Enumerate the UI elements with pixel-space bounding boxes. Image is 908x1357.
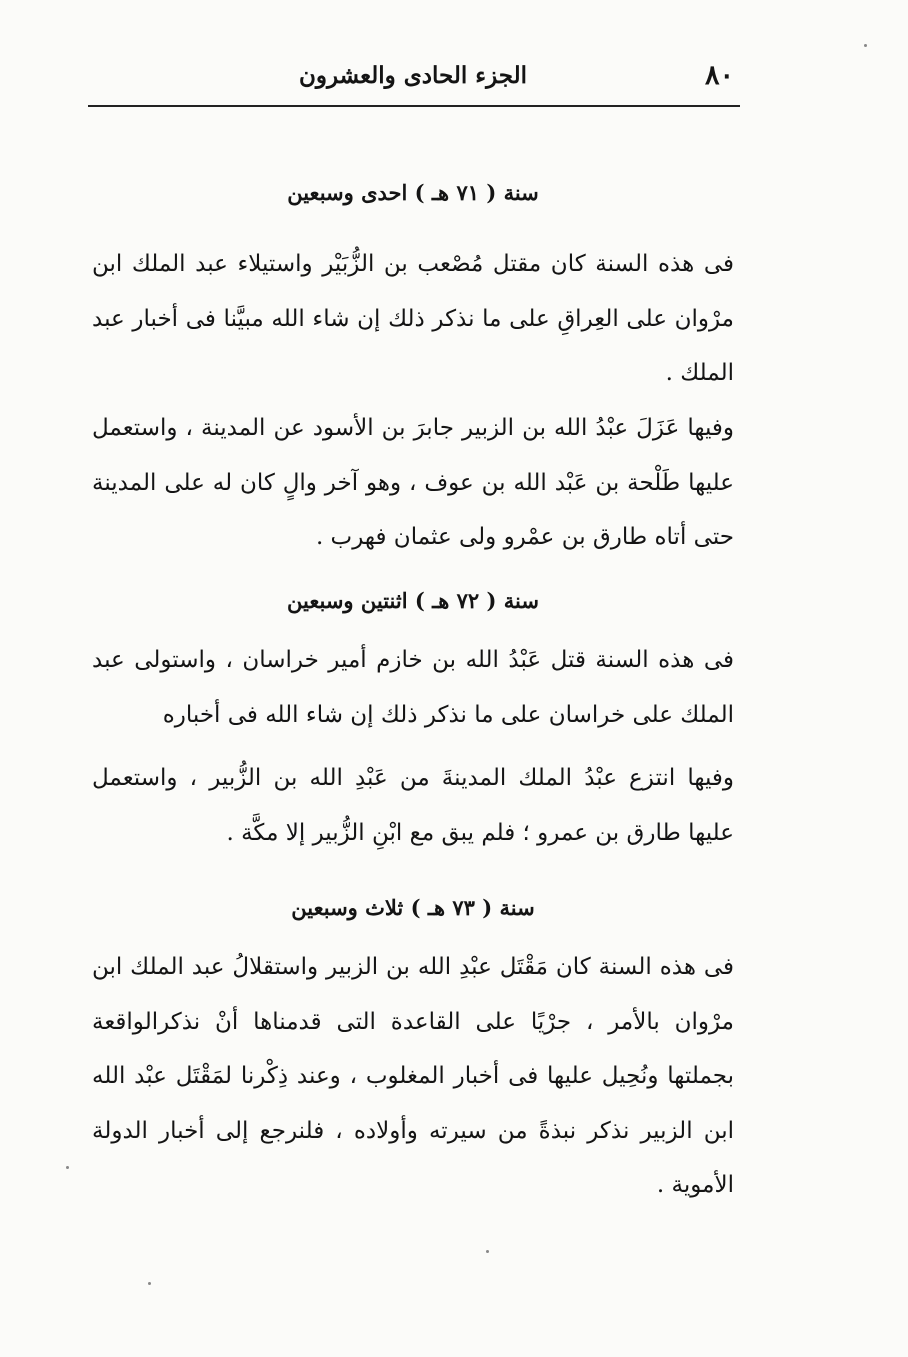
- section-heading-72: سنة ( ٧٢ هـ ) اثنتين وسبعين: [287, 588, 539, 613]
- header-rule: [88, 105, 740, 107]
- page-number: ٨٠: [704, 60, 734, 91]
- section-heading-71: سنة ( ٧١ هـ ) احدى وسبعين: [287, 180, 539, 205]
- paragraph-71-2: وفيها عَزَلَ عبْدُ الله بن الزبير جابرَ بن الأسود عن المدينة ، واستعمل عليها طَلْحة بن عَبْد الله بن عوف ، وهو آخر والٍ كان له على المدينة حتى أتاه طارق بن عمْرو ولى عثمان فهرب .: [92, 415, 734, 550]
- scan-speck: [148, 1282, 151, 1285]
- paragraph-72-1: فى هذه السنة قتل عَبْدُ الله بن خازم أمير خراسان ، واستولى عبد الملك على خراسان على ما نذكر ذلك إن شاء الله فى أخباره: [92, 647, 734, 728]
- paragraph-73-1: فى هذه السنة كان مَقْتَل عبْدِ الله بن الزبير واستقلالُ عبد الملك ابن مرْوان بالأمر ، جرْيًا على القاعدة التى قدمناها أنْ نذكرالواقعة بجملتها ونُحِيل عليها فى أخبار المغلوب ، وعند ذِكْرنا لمَقْتَل عبْد الله ابن الزبير نذكر نبذةً من سيرته وأولاده ، فلنرجع إلى أخبار الدولة الأموية .: [92, 954, 734, 1198]
- running-header: [88, 58, 738, 102]
- scan-speck: [486, 1250, 489, 1253]
- paragraph-71-1: فى هذه السنة كان مقتل مُصْعب بن الزُّبَيْر واستيلاء عبد الملك ابن مرْوان على العِراقِ على ما نذكر ذلك إن شاء الله مبيَّنا فى أخبار عبد الملك .: [92, 251, 734, 386]
- paragraph-72-2: وفيها انتزع عبْدُ الملك المدينةَ من عَبْدِ الله بن الزُّبير ، واستعمل عليها طارق بن عمرو ؛ فلم يبق مع ابْنِ الزُّبير إلا مكَّة .: [92, 765, 734, 846]
- running-title: الجزء الحادى والعشرون: [298, 62, 528, 89]
- section-heading-73: سنة ( ٧٣ هـ ) ثلاث وسبعين: [291, 895, 535, 920]
- scan-speck: [66, 1166, 69, 1169]
- scan-speck: [864, 44, 867, 47]
